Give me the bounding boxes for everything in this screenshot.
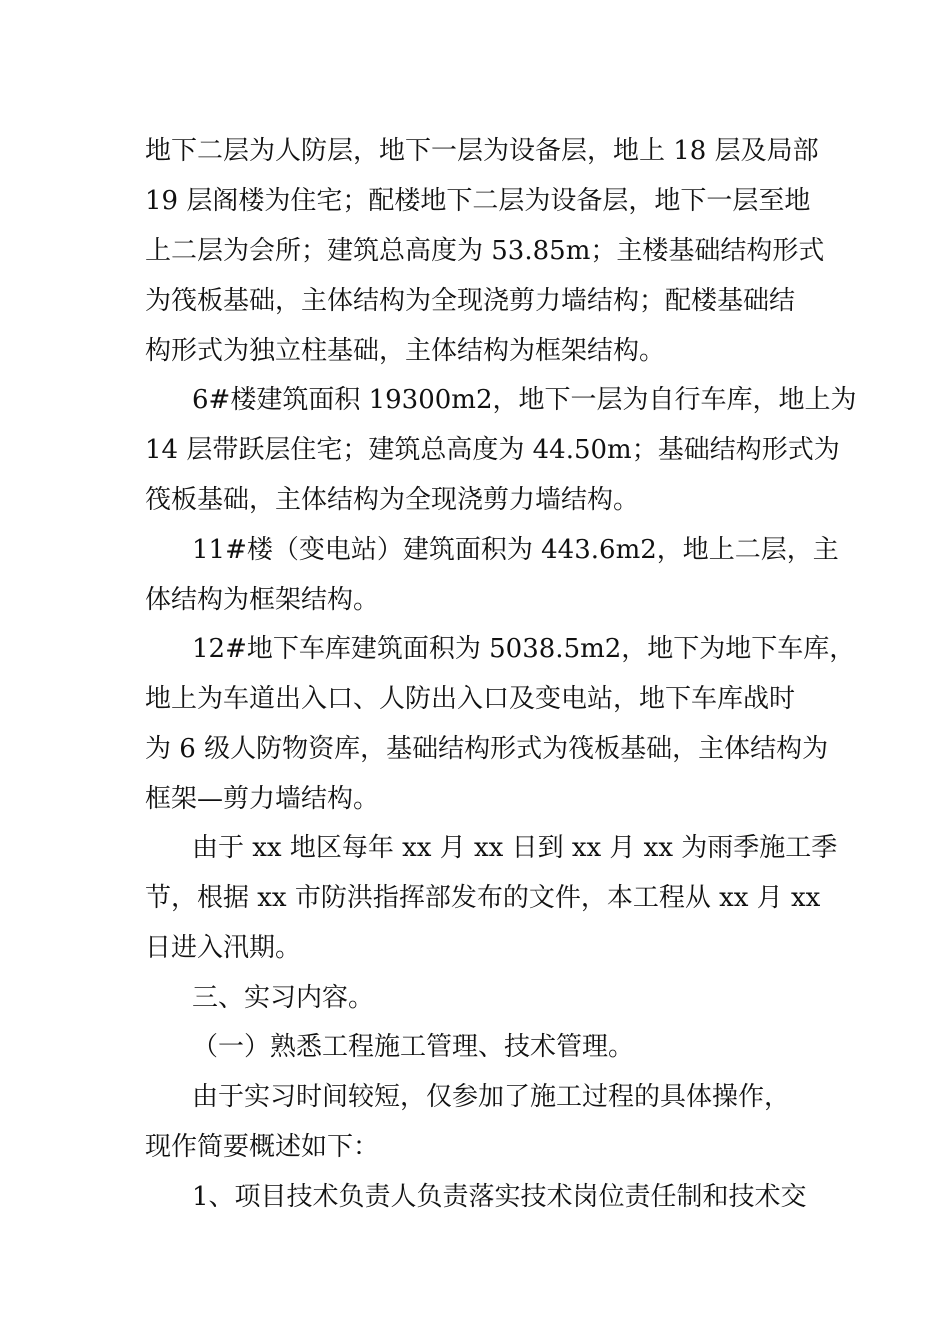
- text-line: 地上为车道出入口、人防出入口及变电站，地下车库战时: [145, 684, 796, 714]
- text-line: 为 6 级人防物资库，基础结构形式为筏板基础，主体结构为: [145, 734, 829, 764]
- text-line: 体结构为框架结构。: [145, 585, 380, 615]
- text-line: 筏板基础，主体结构为全现浇剪力墙结构。: [145, 485, 640, 515]
- text-line: 地下二层为人防层，地下一层为设备层，地上 18 层及局部: [145, 136, 819, 166]
- text-line: 由于 xx 地区每年 xx 月 xx 日到 xx 月 xx 为雨季施工季: [192, 833, 838, 863]
- text-line: 1、项目技术负责人负责落实技术岗位责任制和技术交: [192, 1182, 807, 1212]
- subsection-heading: （一）熟悉工程施工管理、技术管理。: [192, 1032, 635, 1062]
- text-line: 由于实习时间较短，仅参加了施工过程的具体操作，: [192, 1082, 791, 1112]
- text-line: 12#地下车库建筑面积为 5038.5m2，地下为地下车库，: [192, 634, 856, 664]
- text-line: 上二层为会所；建筑总高度为 53.85m；主楼基础结构形式: [145, 236, 825, 266]
- text-line: 6#楼建筑面积 19300m2，地下一层为自行车库，地上为: [192, 385, 857, 415]
- text-line: 19 层阁楼为住宅；配楼地下二层为设备层，地下一层至地: [145, 186, 811, 216]
- text-line: 框架—剪力墙结构。: [145, 784, 380, 814]
- section-heading: 三、实习内容。: [192, 983, 375, 1013]
- text-line: 现作简要概述如下：: [145, 1132, 380, 1162]
- text-line: 构形式为独立柱基础，主体结构为框架结构。: [145, 336, 666, 366]
- text-line: 11#楼（变电站）建筑面积为 443.6m2，地上二层，主: [192, 535, 839, 565]
- text-line: 节，根据 xx 市防洪指挥部发布的文件，本工程从 xx 月 xx: [145, 883, 821, 913]
- text-line: 为筏板基础，主体结构为全现浇剪力墙结构；配楼基础结: [145, 286, 796, 316]
- text-line: 14 层带跃层住宅；建筑总高度为 44.50m；基础结构形式为: [145, 435, 840, 465]
- text-line: 日进入汛期。: [145, 933, 302, 963]
